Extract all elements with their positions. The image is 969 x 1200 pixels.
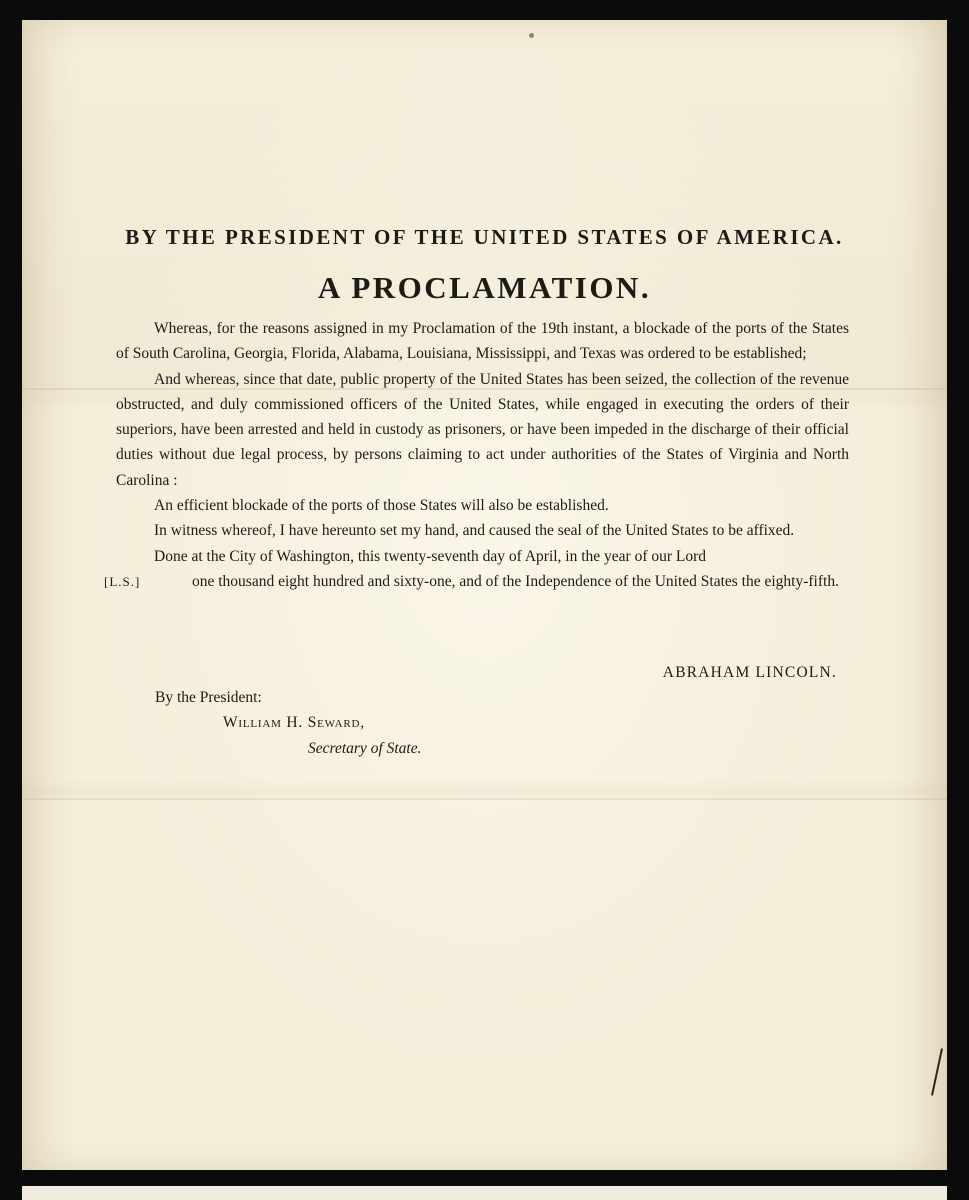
- proclamation-sheet: [22, 20, 947, 1170]
- lincoln-signature: ABRAHAM LINCOLN.: [662, 664, 837, 681]
- next-page-edge: [22, 1186, 947, 1200]
- done-paragraph-line-2: one thousand eight hundred and sixty-one, and of the Independence of the United States the eighty-fifth.: [192, 572, 839, 590]
- ink-mark: [931, 1048, 943, 1095]
- seward-name: William H. Seward,: [223, 714, 365, 731]
- proclamation-heading: BY THE PRESIDENT OF THE UNITED STATES OF AMERICA.: [125, 225, 844, 249]
- seal-mark: [L.S.]: [104, 573, 141, 589]
- fold-crease: [22, 798, 947, 800]
- proclamation-title: A PROCLAMATION.: [317, 270, 652, 305]
- whereas-paragraph-2: And whereas, since that date, public property of the United States has been seized, the collection of the revenue obstructed, and duly commissioned officers of the United States, while engaged in executing the orders of their superiors, have been arrested and held in custody as prisoners, or have been impeded in the discharge of their official duties without due legal process, by persons claiming to act under authorities of the States of Virginia and North Carolina :: [116, 370, 849, 489]
- proclamation-body: [104, 316, 849, 594]
- done-paragraph-line-1: Done at the City of Washington, this twenty-seventh day of April, in the year of our Lord: [154, 547, 707, 565]
- secretary-title: Secretary of State.: [308, 740, 422, 757]
- by-the-president: By the President:: [155, 689, 262, 706]
- done-paragraph-continuation: [104, 569, 849, 594]
- blockade-paragraph: An efficient blockade of the ports of those States will also be established.: [154, 497, 609, 515]
- paper-speck: [529, 33, 534, 38]
- witness-paragraph: In witness whereof, I have hereunto set my hand, and caused the seal of the United States to be affixed.: [154, 522, 795, 540]
- whereas-paragraph-1: Whereas, for the reasons assigned in my Proclamation of the 19th instant, a blockade of the ports of the States of South Carolina, Georgia, Florida, Alabama, Louisiana, Mississippi, and Texas was ordered to be established;: [116, 320, 849, 363]
